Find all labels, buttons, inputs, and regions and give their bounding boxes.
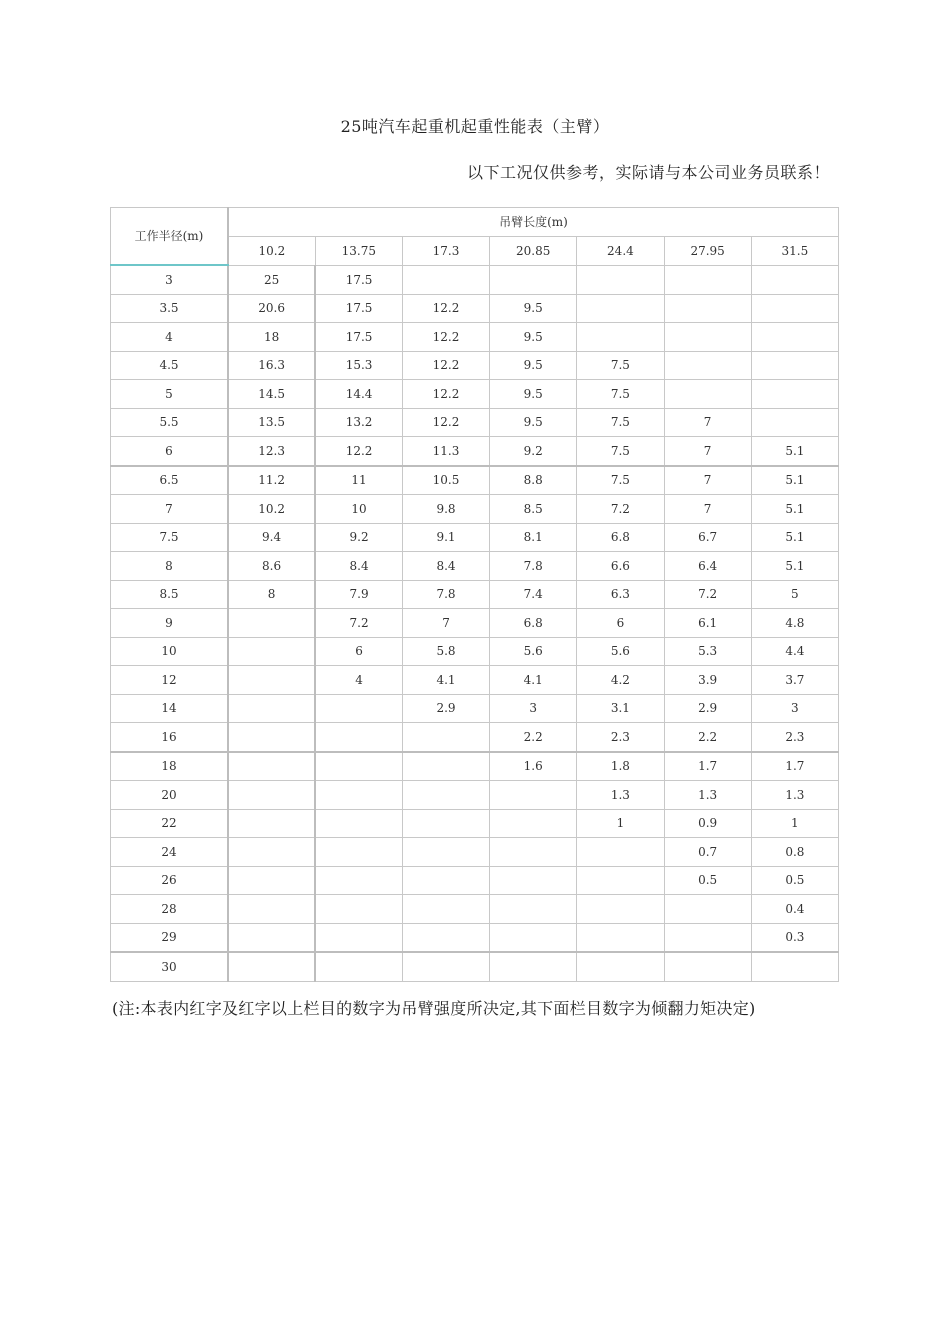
capacity-cell: 25 xyxy=(228,265,315,294)
capacity-cell: 9.5 xyxy=(490,351,577,380)
capacity-cell: 6.3 xyxy=(577,580,664,609)
capacity-cell: 0.5 xyxy=(751,866,838,895)
radius-cell: 24 xyxy=(111,838,229,867)
table-row xyxy=(111,838,839,867)
capacity-cell: 6.1 xyxy=(664,609,751,638)
capacity-cell: 9.4 xyxy=(228,523,315,552)
capacity-cell xyxy=(315,752,402,781)
capacity-cell: 9.5 xyxy=(490,380,577,409)
capacity-cell: 3.9 xyxy=(664,666,751,695)
capacity-cell xyxy=(751,952,838,981)
capacity-cell: 2.3 xyxy=(751,723,838,752)
capacity-cell: 3 xyxy=(490,694,577,723)
capacity-cell: 0.9 xyxy=(664,809,751,838)
capacity-cell xyxy=(315,694,402,723)
capacity-cell: 3.7 xyxy=(751,666,838,695)
boom-length-header: 24.4 xyxy=(577,237,664,266)
capacity-cell: 1.3 xyxy=(577,781,664,810)
capacity-cell: 14.5 xyxy=(228,380,315,409)
capacity-cell xyxy=(228,637,315,666)
capacity-cell xyxy=(228,923,315,952)
capacity-cell: 1.7 xyxy=(664,752,751,781)
radius-cell: 14 xyxy=(111,694,229,723)
boom-length-header: 10.2 xyxy=(228,237,315,266)
capacity-cell xyxy=(228,781,315,810)
capacity-cell: 4 xyxy=(315,666,402,695)
capacity-cell xyxy=(490,838,577,867)
capacity-cell: 13.2 xyxy=(315,408,402,437)
capacity-cell xyxy=(228,609,315,638)
capacity-cell: 7 xyxy=(664,408,751,437)
capacity-cell xyxy=(402,895,489,924)
capacity-cell: 1.3 xyxy=(664,781,751,810)
table-row xyxy=(111,323,839,352)
capacity-cell: 7.5 xyxy=(577,408,664,437)
capacity-cell: 11.2 xyxy=(228,466,315,495)
capacity-cell xyxy=(315,952,402,981)
boom-length-header: 20.85 xyxy=(490,237,577,266)
capacity-cell: 10 xyxy=(315,495,402,524)
capacity-cell xyxy=(577,866,664,895)
capacity-cell: 6 xyxy=(315,637,402,666)
capacity-cell xyxy=(315,723,402,752)
radius-cell: 4.5 xyxy=(111,351,229,380)
capacity-cell: 12.2 xyxy=(402,323,489,352)
capacity-cell: 14.4 xyxy=(315,380,402,409)
boom-length-header: 31.5 xyxy=(751,237,838,266)
capacity-cell: 5.1 xyxy=(751,552,838,581)
table-row xyxy=(111,694,839,723)
capacity-cell: 2.9 xyxy=(664,694,751,723)
footnote: (注:本表内红字及红字以上栏目的数字为吊臂强度所决定,其下面栏目数字为倾翻力矩决定) xyxy=(112,999,756,1018)
capacity-cell: 4.8 xyxy=(751,609,838,638)
capacity-cell xyxy=(490,952,577,981)
table-row xyxy=(111,265,839,294)
capacity-cell: 6.6 xyxy=(577,552,664,581)
capacity-cell: 9.2 xyxy=(490,437,577,466)
radius-cell: 29 xyxy=(111,923,229,952)
capacity-cell xyxy=(577,265,664,294)
capacity-cell: 2.2 xyxy=(664,723,751,752)
capacity-cell xyxy=(577,294,664,323)
capacity-cell: 8.4 xyxy=(315,552,402,581)
capacity-cell: 12.2 xyxy=(402,408,489,437)
boom-length-header: 27.95 xyxy=(664,237,751,266)
capacity-cell xyxy=(490,923,577,952)
capacity-cell: 7.4 xyxy=(490,580,577,609)
capacity-cell xyxy=(664,351,751,380)
capacity-cell: 12.2 xyxy=(402,380,489,409)
radius-cell: 8.5 xyxy=(111,580,229,609)
radius-cell: 7.5 xyxy=(111,523,229,552)
capacity-cell: 8.4 xyxy=(402,552,489,581)
capacity-cell xyxy=(315,809,402,838)
capacity-cell: 5.1 xyxy=(751,466,838,495)
radius-cell: 9 xyxy=(111,609,229,638)
capacity-cell xyxy=(490,895,577,924)
radius-cell: 4 xyxy=(111,323,229,352)
capacity-cell: 12.2 xyxy=(315,437,402,466)
capacity-cell: 1.3 xyxy=(751,781,838,810)
capacity-cell: 9.5 xyxy=(490,408,577,437)
capacity-cell: 6.8 xyxy=(490,609,577,638)
capacity-cell: 12.2 xyxy=(402,294,489,323)
capacity-cell: 5 xyxy=(751,580,838,609)
capacity-cell: 7.5 xyxy=(577,380,664,409)
capacity-cell: 9.1 xyxy=(402,523,489,552)
capacity-cell xyxy=(228,809,315,838)
capacity-cell xyxy=(315,895,402,924)
capacity-cell xyxy=(402,723,489,752)
capacity-cell: 5.6 xyxy=(490,637,577,666)
capacity-cell xyxy=(228,838,315,867)
capacity-cell: 9.8 xyxy=(402,495,489,524)
capacity-cell xyxy=(402,952,489,981)
capacity-cell xyxy=(664,952,751,981)
capacity-cell: 4.1 xyxy=(490,666,577,695)
capacity-cell: 17.5 xyxy=(315,323,402,352)
capacity-cell xyxy=(577,838,664,867)
capacity-cell: 10.2 xyxy=(228,495,315,524)
table-row xyxy=(111,895,839,924)
capacity-cell: 7 xyxy=(664,495,751,524)
capacity-cell: 0.8 xyxy=(751,838,838,867)
capacity-cell xyxy=(228,752,315,781)
table-row xyxy=(111,752,839,781)
capacity-cell xyxy=(664,265,751,294)
capacity-cell: 0.7 xyxy=(664,838,751,867)
capacity-cell xyxy=(228,723,315,752)
capacity-cell: 20.6 xyxy=(228,294,315,323)
capacity-cell xyxy=(751,351,838,380)
radius-cell: 28 xyxy=(111,895,229,924)
capacity-cell: 1 xyxy=(577,809,664,838)
header-row-group xyxy=(111,208,839,237)
table-row xyxy=(111,866,839,895)
capacity-cell: 12.3 xyxy=(228,437,315,466)
capacity-cell: 6.7 xyxy=(664,523,751,552)
capacity-cell xyxy=(490,265,577,294)
radius-cell: 18 xyxy=(111,752,229,781)
capacity-cell xyxy=(228,952,315,981)
radius-cell: 7 xyxy=(111,495,229,524)
capacity-cell: 8 xyxy=(228,580,315,609)
capacity-cell: 8.5 xyxy=(490,495,577,524)
capacity-cell xyxy=(402,752,489,781)
capacity-cell: 1 xyxy=(751,809,838,838)
capacity-cell xyxy=(402,265,489,294)
capacity-cell: 6.4 xyxy=(664,552,751,581)
capacity-cell: 7.5 xyxy=(577,351,664,380)
table-row xyxy=(111,351,839,380)
capacity-cell: 0.3 xyxy=(751,923,838,952)
radius-cell: 5 xyxy=(111,380,229,409)
capacity-cell xyxy=(228,866,315,895)
table-row xyxy=(111,580,839,609)
capacity-cell: 3 xyxy=(751,694,838,723)
capacity-cell: 9.2 xyxy=(315,523,402,552)
capacity-cell: 0.4 xyxy=(751,895,838,924)
capacity-cell: 8.1 xyxy=(490,523,577,552)
page-title: 25吨汽车起重机起重性能表（主臂） xyxy=(340,117,610,136)
table-row xyxy=(111,437,839,466)
capacity-cell: 16.3 xyxy=(228,351,315,380)
capacity-cell: 11 xyxy=(315,466,402,495)
capacity-cell xyxy=(228,895,315,924)
radius-cell: 5.5 xyxy=(111,408,229,437)
boom-length-header: 17.3 xyxy=(402,237,489,266)
capacity-cell xyxy=(664,923,751,952)
capacity-cell: 17.5 xyxy=(315,294,402,323)
table-row xyxy=(111,723,839,752)
capacity-cell: 5.1 xyxy=(751,495,838,524)
page-subtitle: 以下工况仅供参考，实际请与本公司业务员联系！ xyxy=(466,163,830,182)
capacity-cell: 6.8 xyxy=(577,523,664,552)
radius-cell: 3 xyxy=(111,265,229,294)
radius-cell: 20 xyxy=(111,781,229,810)
capacity-cell: 7.8 xyxy=(490,552,577,581)
capacity-cell xyxy=(315,781,402,810)
capacity-cell xyxy=(228,666,315,695)
capacity-cell xyxy=(664,323,751,352)
capacity-cell xyxy=(228,694,315,723)
capacity-cell xyxy=(402,838,489,867)
capacity-cell: 18 xyxy=(228,323,315,352)
capacity-cell: 7.2 xyxy=(577,495,664,524)
capacity-cell: 7.9 xyxy=(315,580,402,609)
capacity-cell: 1.7 xyxy=(751,752,838,781)
capacity-cell: 5.6 xyxy=(577,637,664,666)
radius-cell: 10 xyxy=(111,637,229,666)
capacity-cell: 2.2 xyxy=(490,723,577,752)
capacity-cell: 17.5 xyxy=(315,265,402,294)
capacity-cell xyxy=(751,408,838,437)
capacity-cell xyxy=(402,866,489,895)
capacity-cell: 10.5 xyxy=(402,466,489,495)
radius-cell: 3.5 xyxy=(111,294,229,323)
capacity-cell xyxy=(315,923,402,952)
capacity-cell: 1.8 xyxy=(577,752,664,781)
radius-cell: 6.5 xyxy=(111,466,229,495)
capacity-cell: 4.4 xyxy=(751,637,838,666)
capacity-cell: 13.5 xyxy=(228,408,315,437)
table-row xyxy=(111,495,839,524)
capacity-cell xyxy=(315,838,402,867)
capacity-cell: 6 xyxy=(577,609,664,638)
capacity-cell: 7.5 xyxy=(577,466,664,495)
capacity-cell: 5.8 xyxy=(402,637,489,666)
capacity-cell xyxy=(402,809,489,838)
capacity-cell xyxy=(577,895,664,924)
capacity-cell: 4.2 xyxy=(577,666,664,695)
capacity-cell xyxy=(664,895,751,924)
capacity-cell: 5.1 xyxy=(751,437,838,466)
capacity-cell: 2.3 xyxy=(577,723,664,752)
capacity-cell xyxy=(402,923,489,952)
capacity-cell xyxy=(315,866,402,895)
capacity-cell: 4.1 xyxy=(402,666,489,695)
capacity-cell xyxy=(490,866,577,895)
table-row xyxy=(111,466,839,495)
capacity-cell: 7.2 xyxy=(315,609,402,638)
performance-table-body xyxy=(111,208,839,982)
table-row xyxy=(111,809,839,838)
capacity-cell: 5.3 xyxy=(664,637,751,666)
radius-cell: 26 xyxy=(111,866,229,895)
table-row xyxy=(111,294,839,323)
capacity-cell: 7.2 xyxy=(664,580,751,609)
capacity-cell: 8.6 xyxy=(228,552,315,581)
radius-cell: 8 xyxy=(111,552,229,581)
boom-length-header: 13.75 xyxy=(315,237,402,266)
boom-length-group-header: 吊臂长度(m) xyxy=(228,208,839,237)
capacity-cell: 9.5 xyxy=(490,323,577,352)
table-row xyxy=(111,952,839,981)
capacity-cell xyxy=(751,380,838,409)
table-row xyxy=(111,609,839,638)
capacity-cell: 7 xyxy=(664,466,751,495)
table-row xyxy=(111,923,839,952)
table-row xyxy=(111,666,839,695)
capacity-cell: 1.6 xyxy=(490,752,577,781)
capacity-cell xyxy=(577,923,664,952)
radius-cell: 30 xyxy=(111,952,229,981)
capacity-cell: 3.1 xyxy=(577,694,664,723)
capacity-cell xyxy=(751,323,838,352)
capacity-cell xyxy=(751,294,838,323)
capacity-cell: 7 xyxy=(664,437,751,466)
radius-cell: 16 xyxy=(111,723,229,752)
capacity-cell: 11.3 xyxy=(402,437,489,466)
table-row xyxy=(111,380,839,409)
capacity-cell xyxy=(664,380,751,409)
capacity-cell xyxy=(664,294,751,323)
capacity-cell: 7.5 xyxy=(577,437,664,466)
capacity-cell xyxy=(490,809,577,838)
table-row xyxy=(111,523,839,552)
table-row xyxy=(111,781,839,810)
capacity-cell: 9.5 xyxy=(490,294,577,323)
capacity-cell: 2.9 xyxy=(402,694,489,723)
capacity-cell xyxy=(751,265,838,294)
radius-cell: 12 xyxy=(111,666,229,695)
capacity-cell: 12.2 xyxy=(402,351,489,380)
capacity-cell: 0.5 xyxy=(664,866,751,895)
capacity-cell: 8.8 xyxy=(490,466,577,495)
capacity-cell: 15.3 xyxy=(315,351,402,380)
performance-table xyxy=(110,207,839,982)
capacity-cell: 7.8 xyxy=(402,580,489,609)
radius-cell: 22 xyxy=(111,809,229,838)
capacity-cell xyxy=(577,952,664,981)
table-row xyxy=(111,637,839,666)
capacity-cell: 5.1 xyxy=(751,523,838,552)
capacity-cell xyxy=(402,781,489,810)
capacity-cell xyxy=(577,323,664,352)
radius-column-header: 工作半径(m) xyxy=(111,208,229,266)
table-row xyxy=(111,552,839,581)
capacity-cell: 7 xyxy=(402,609,489,638)
capacity-cell xyxy=(490,781,577,810)
table-row xyxy=(111,408,839,437)
radius-cell: 6 xyxy=(111,437,229,466)
